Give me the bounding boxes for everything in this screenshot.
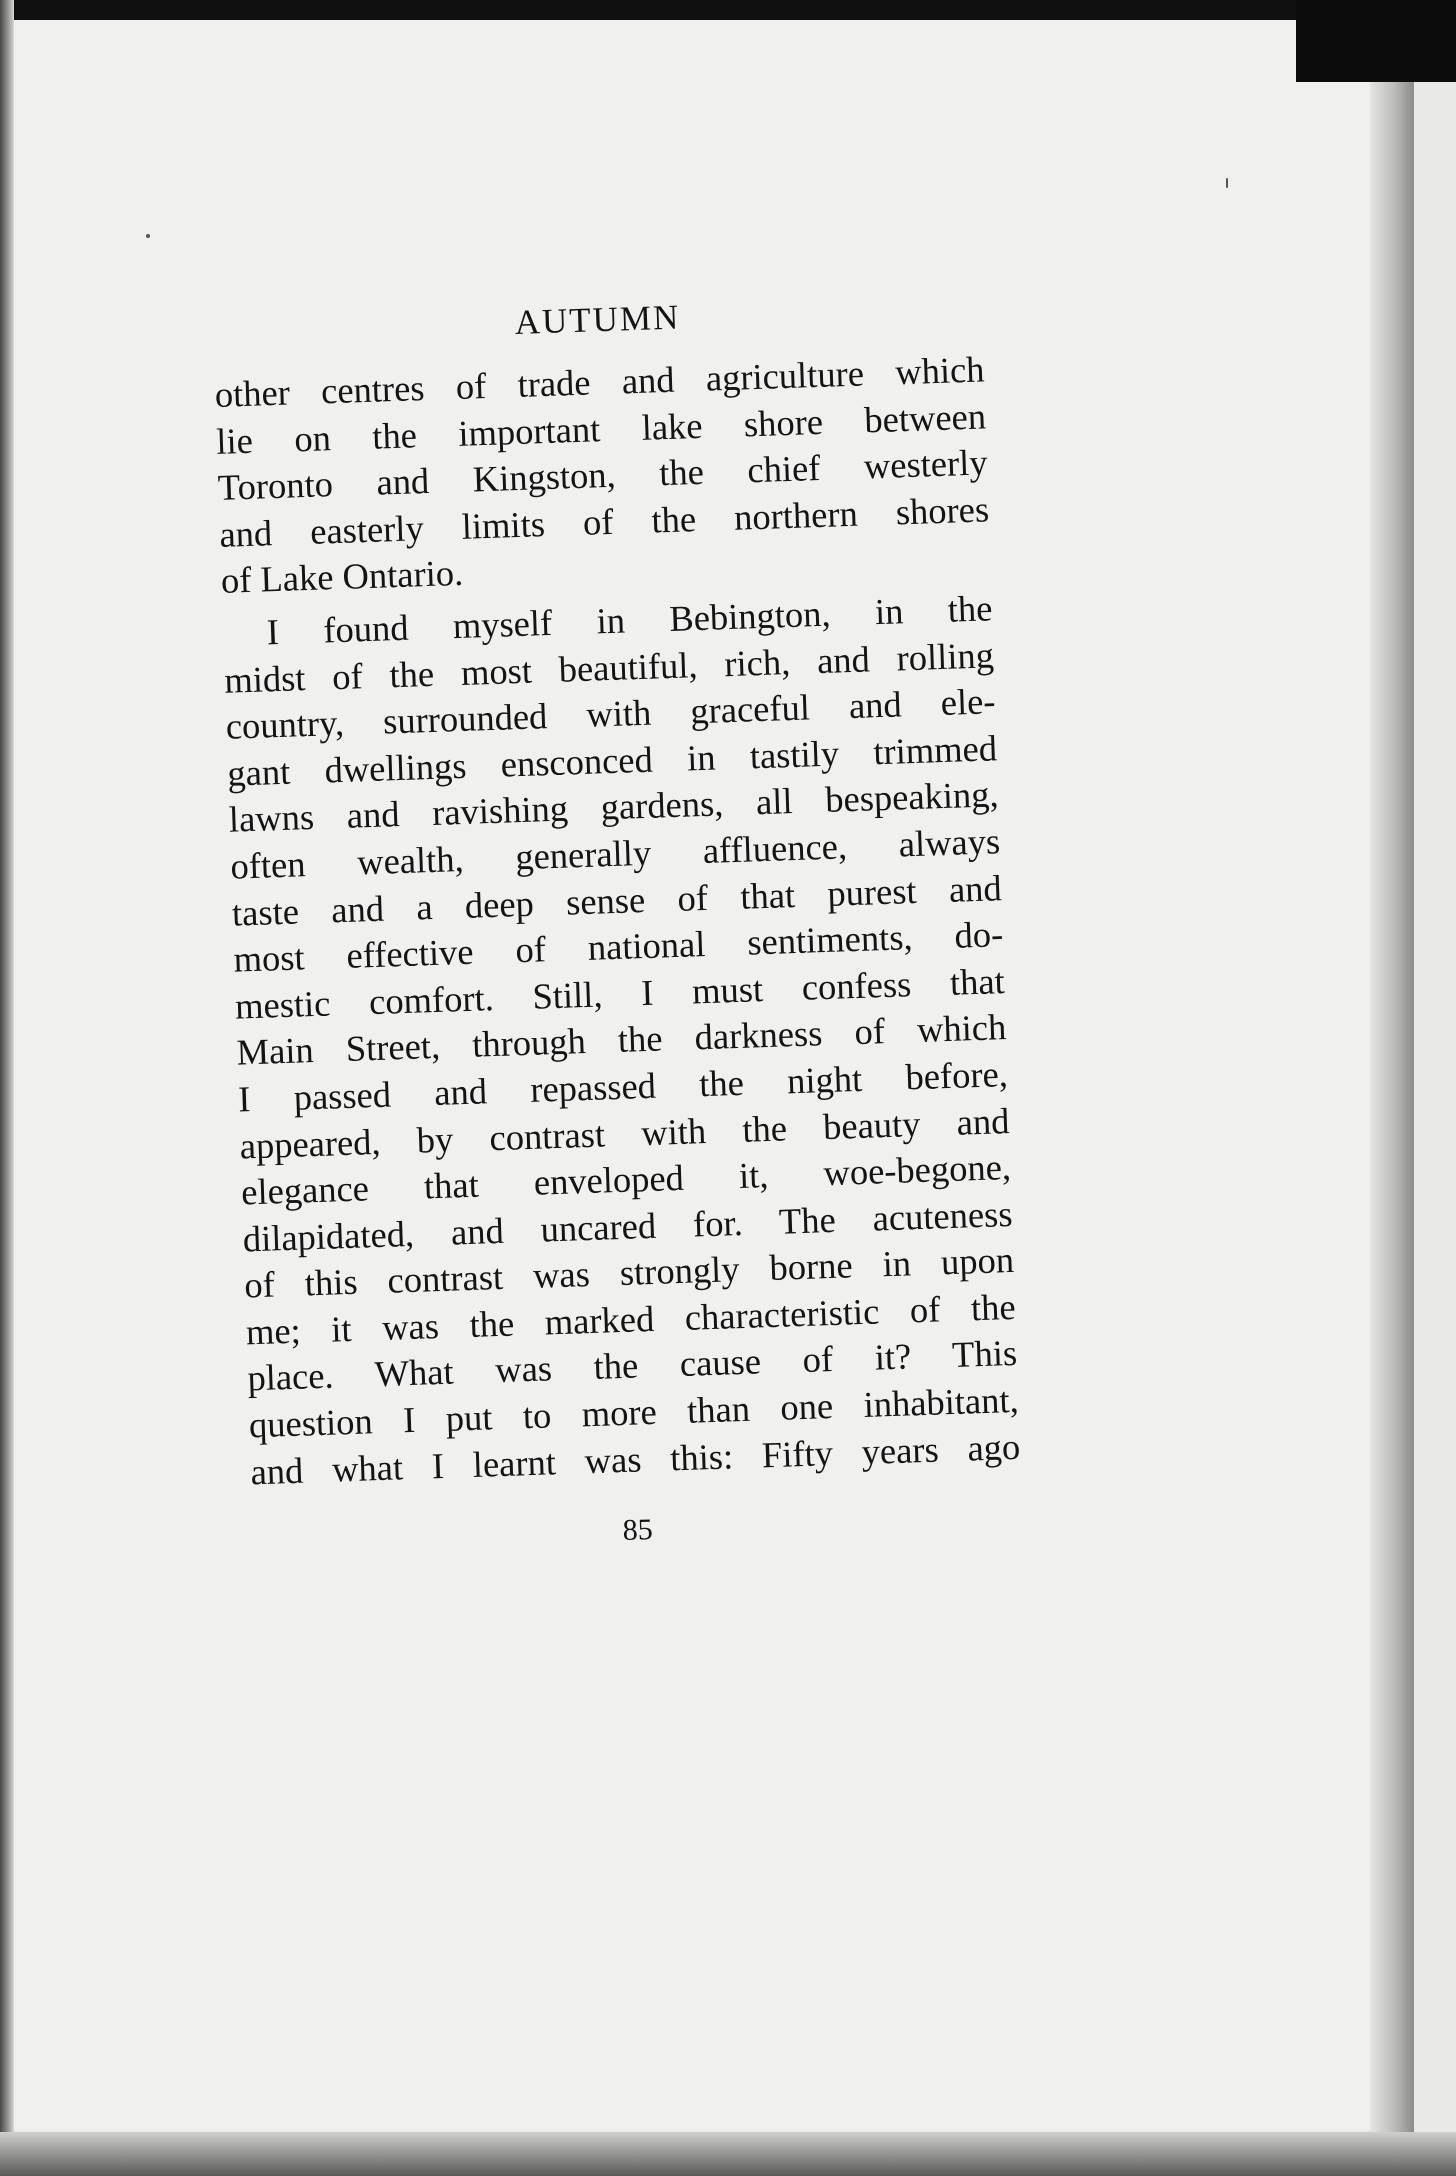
page-text-block <box>212 284 1023 1563</box>
text-line: lawns and ravishing gardens, all bespeaking, <box>228 773 1000 841</box>
text-line: dilapidated, and uncared for. The acuteness <box>242 1192 1014 1260</box>
text-line: of Lake Ontario. <box>220 552 464 602</box>
text-line: I found myself in Bebington, in the <box>266 587 993 653</box>
book-page <box>14 20 1414 2130</box>
text-line: me; it was the marked characteristic of the <box>245 1285 1017 1353</box>
text-line: midst of the most beautiful, rich, and rolling <box>223 633 995 701</box>
paragraph-2 <box>222 585 1021 1495</box>
text-line: other centres of trade and agriculture which <box>214 348 986 415</box>
text-line: lie on the important lake shore between <box>215 395 987 462</box>
paragraph-1 <box>214 346 991 604</box>
text-line: most effective of national sentiments, do- <box>232 913 1004 980</box>
scan-top-border <box>0 0 1456 20</box>
page-number: 85 <box>622 1513 654 1548</box>
text-line: and easterly limits of the northern shores <box>218 488 990 555</box>
paper-speck <box>146 234 150 238</box>
text-line: Toronto and Kingston, the chief westerly <box>217 441 989 509</box>
text-line: and what I learnt was this: Fifty years ago <box>249 1425 1021 1493</box>
page-right-edge-shadow <box>1370 80 1414 2160</box>
text-line: country, surrounded with graceful and ele- <box>225 680 997 747</box>
text-line: Main Street, through the darkness of which <box>235 1006 1007 1073</box>
text-line: taste and a deep sense of that purest and <box>231 866 1003 934</box>
text-line: often wealth, generally affluence, always <box>229 820 1001 887</box>
scan-left-border <box>0 0 14 2176</box>
text-line: elegance that enveloped it, woe-begone, <box>240 1146 1012 1213</box>
text-line: mestic comfort. Still, I must confess that <box>234 959 1006 1027</box>
text-line: I passed and repassed the night before, <box>237 1052 1009 1120</box>
text-line: appeared, by contrast with the beauty and <box>239 1099 1010 1167</box>
text-line: gant dwellings ensconced in tastily trimmed <box>226 726 998 794</box>
running-head: AUTUMN <box>514 297 681 342</box>
text-line: place. What was the cause of it? This <box>246 1332 1018 1399</box>
scan-bottom-border <box>0 2132 1456 2176</box>
text-line: question I put to more than one inhabitant, <box>248 1378 1020 1446</box>
text-line: of this contrast was strongly borne in upon <box>243 1239 1015 1306</box>
scan-top-right-tab <box>1296 0 1456 82</box>
paper-speck <box>1226 178 1228 188</box>
